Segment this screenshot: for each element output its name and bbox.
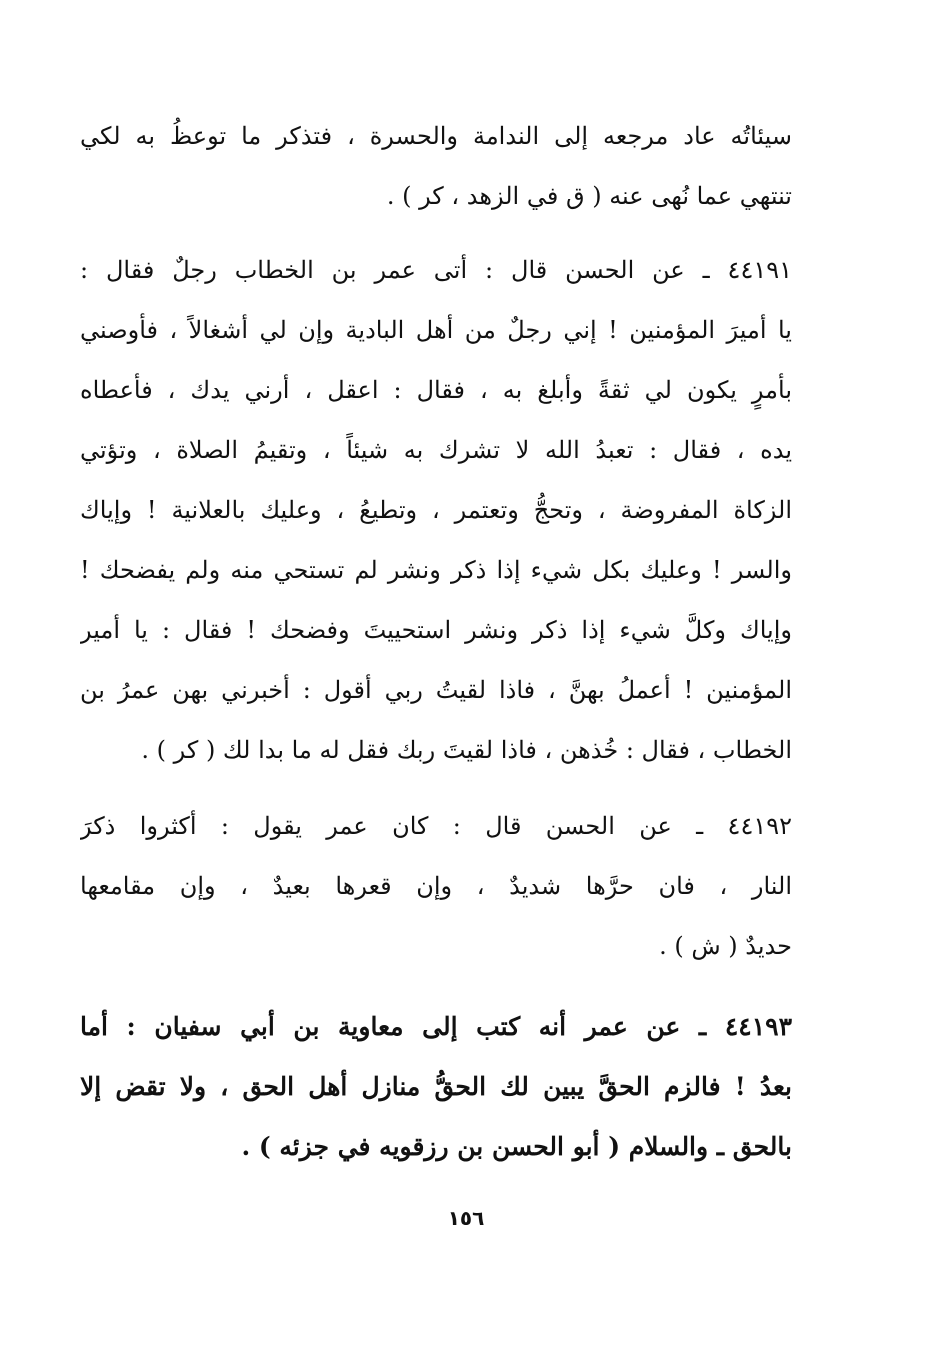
- text-line: وإياك وكلَّ شيء إذا ذكر ونشر استحييتَ وفضحك ! فقال : يا أمير: [80, 616, 792, 644]
- text-line: الخطاب ، فقال : خُذهن ، فاذا لقيتَ ربك فقل له ما بدا لك ( كر ) .: [141, 736, 792, 764]
- hadith-44192: [80, 796, 792, 976]
- paragraph-continuation: [80, 106, 792, 226]
- text-line: سيئاتُه عاد مرجعه إلى الندامة والحسرة ، فتذكر ما توعظُ به لكي: [80, 122, 792, 150]
- text-line: يا أميرَ المؤمنين ! إني رجلٌ من أهل البادية وإن لي أشغالاً ، فأوصني: [80, 316, 792, 344]
- text-line: بعدُ ! فالزم الحقَّ يبين لك الحقُّ منازل أهل الحق ، ولا تقض إلا: [80, 1072, 792, 1101]
- text-line: يده ، فقال : تعبدُ الله لا تشرك به شيئاً ، وتقيمُ الصلاة ، وتؤتي: [80, 436, 792, 464]
- text-line: الزكاة المفروضة ، وتحجُّ وتعتمر ، وتطيعُ ، وعليك بالعلانية ! وإياك: [80, 496, 792, 524]
- text-line: بالحق ـ والسلام ( أبو الحسن بن رزقويه في جزئه ) .: [241, 1132, 792, 1161]
- text-line: ٤٤١٩٣ ـ عن عمر أنه كتب إلى معاوية بن أبي سفيان : أما: [80, 1012, 792, 1041]
- page-number: ١٥٦: [447, 1206, 485, 1230]
- text-line: والسر ! وعليك بكل شيء إذا ذكر ونشر لم تستحي منه ولم يفضحك !: [80, 556, 792, 584]
- text-line: المؤمنين ! أعملُ بهنَّ ، فاذا لقيتُ ربي أقول : أخبرني بهن عمرُ بن: [80, 676, 792, 704]
- hadith-44193: [80, 997, 792, 1177]
- text-line: ٤٤١٩٢ ـ عن الحسن قال : كان عمر يقول : أكثروا ذكرَ: [80, 812, 792, 840]
- text-line: بأمرٍ يكون لي ثقةً وأبلغ به ، فقال : اعقل ، أرني يدك ، فأعطاه: [80, 376, 792, 404]
- hadith-44191: [80, 240, 792, 780]
- text-line: حديدٌ ( ش ) .: [659, 932, 792, 960]
- text-line: تنتهي عما نُهى عنه ( ق في الزهد ، كر ) .: [386, 182, 792, 210]
- text-line: ٤٤١٩١ ـ عن الحسن قال : أتى عمر بن الخطاب رجلٌ فقال :: [80, 256, 792, 284]
- text-line: النار ، فان حرَّها شديدٌ ، وإن قعرها بعيدٌ ، وإن مقامعها: [80, 872, 792, 900]
